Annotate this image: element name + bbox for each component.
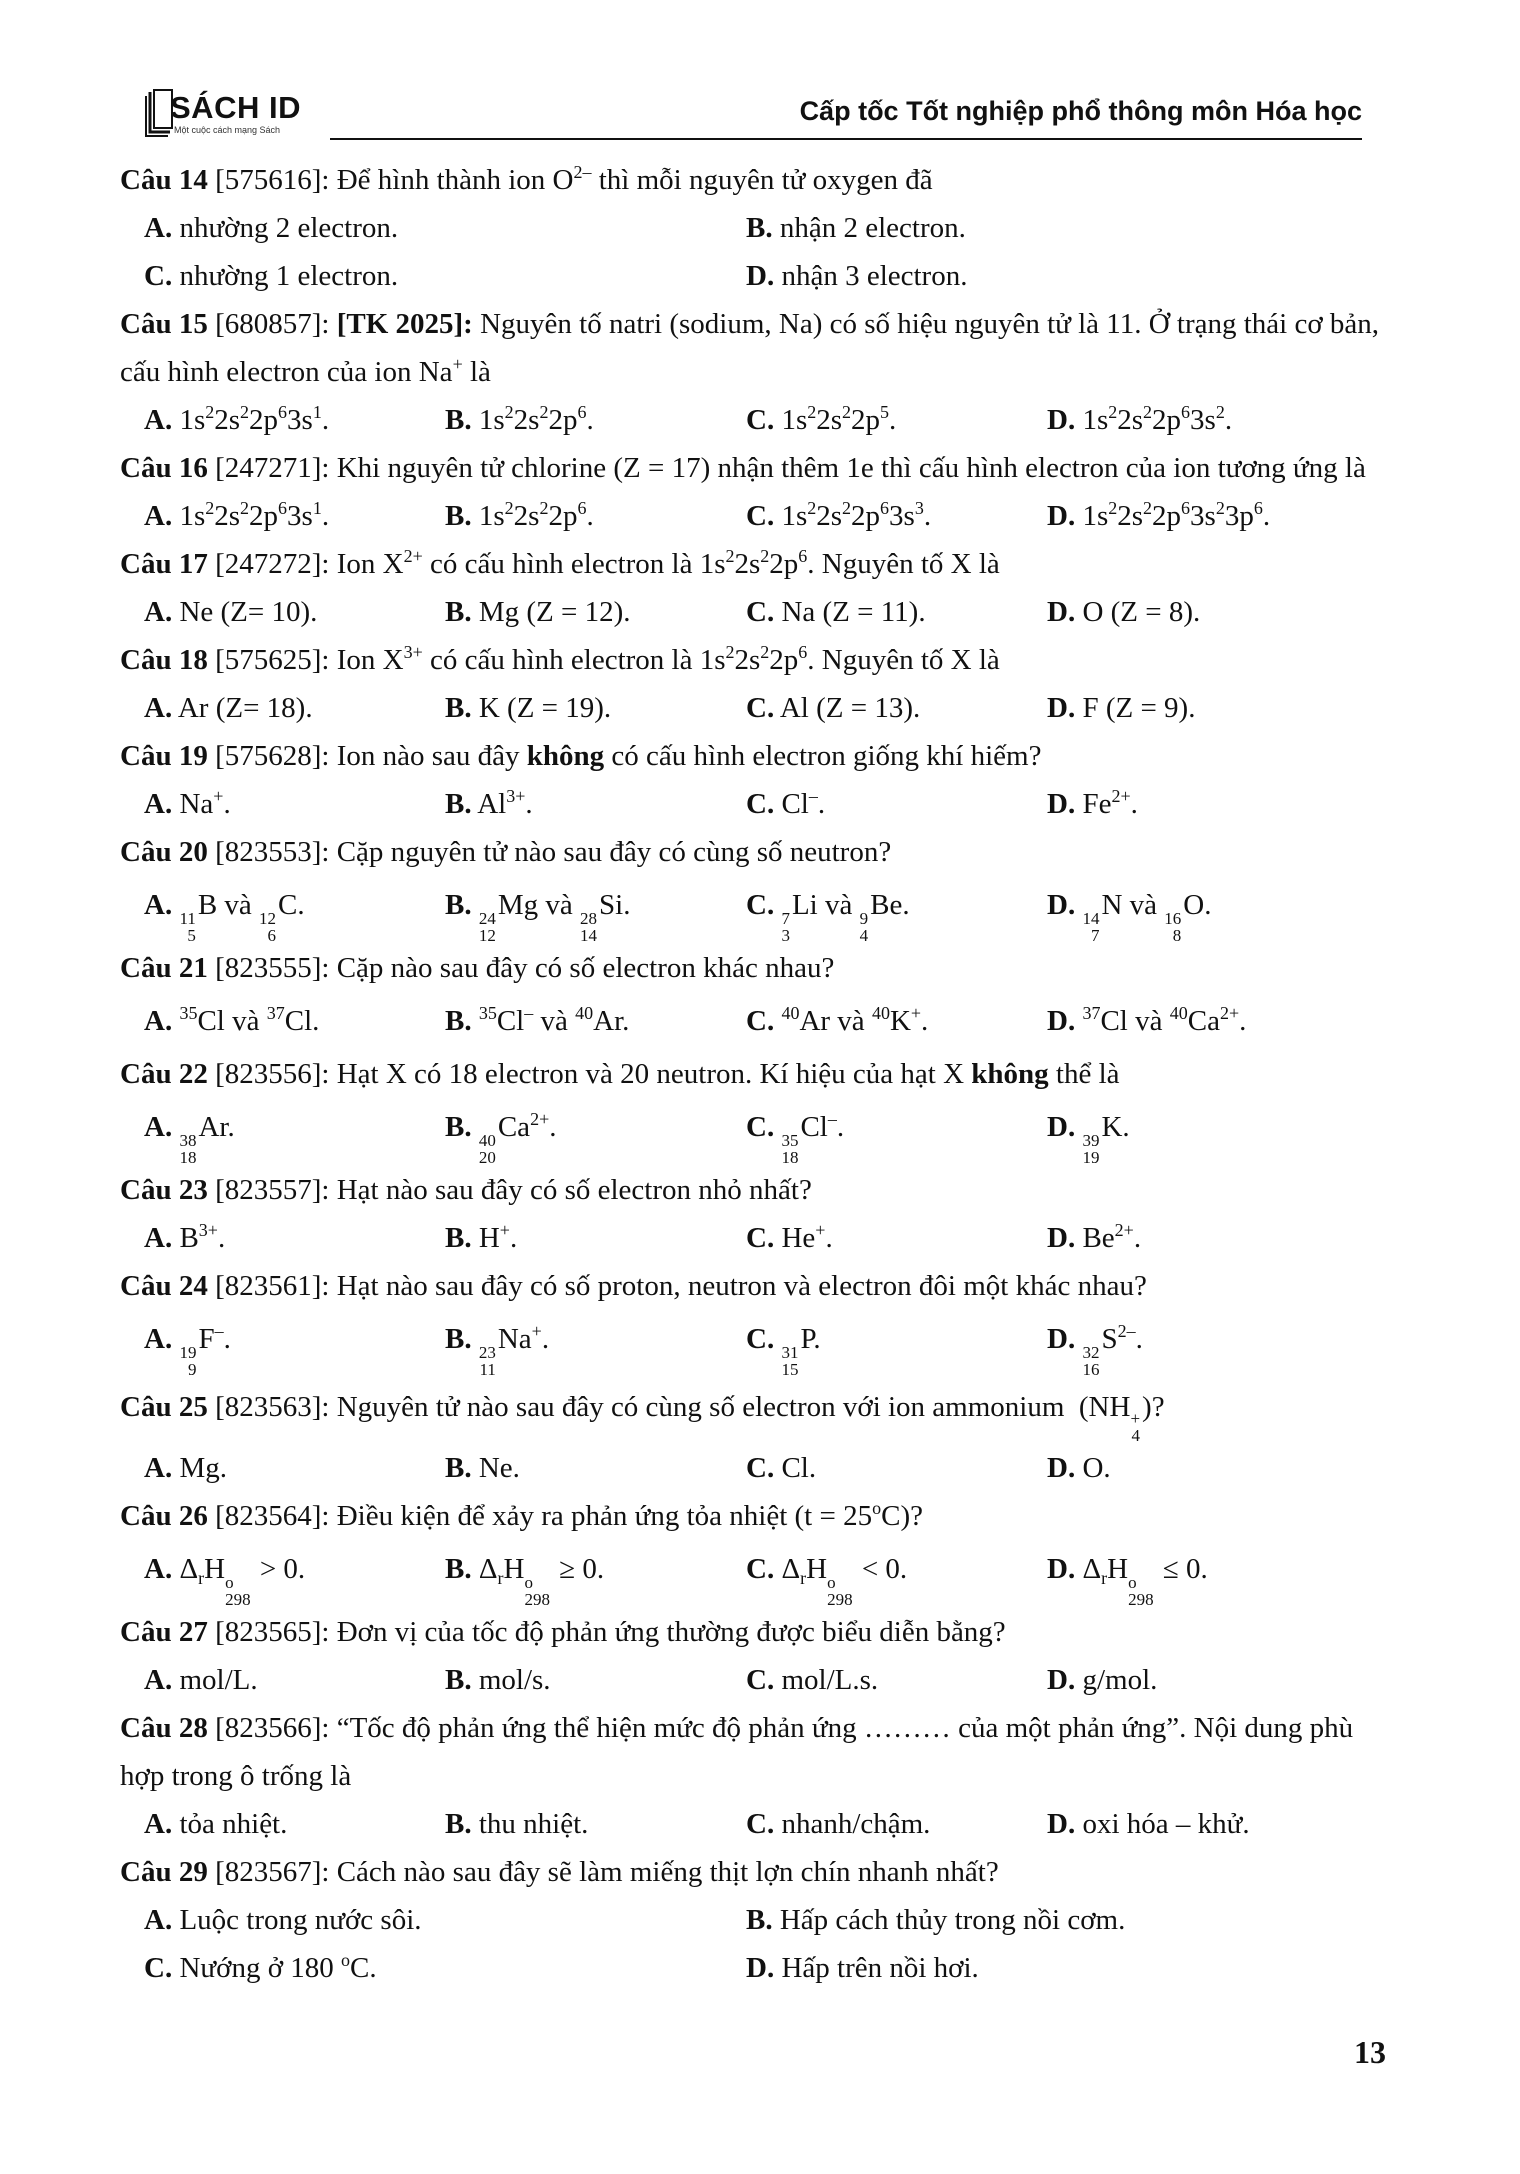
question-label: Câu 23 <box>120 1174 208 1206</box>
question-label: Câu 25 <box>120 1391 208 1423</box>
page-number: 13 <box>1354 2034 1386 2070</box>
question-stem: Câu 21 [823555]: Cặp nào sau đây có số electron khác nhau? <box>120 952 835 984</box>
option-row <box>120 780 1382 828</box>
option-c[interactable]: C. 7 3 Li và 9 4 Be. <box>746 889 910 945</box>
option-row <box>120 492 1382 540</box>
option-a[interactable]: A. $\Delta_rH$ o 298 > 0. <box>144 1553 306 1609</box>
option-b[interactable]: B. $1s^22s^22p^6$. <box>445 402 594 436</box>
question-stem: Câu 27 [823565]: Đơn vị của tốc độ phản ứng thường được biểu diễn bằng? <box>120 1616 1006 1648</box>
option-d[interactable]: D. $Be^{2+}$. <box>1047 1220 1142 1254</box>
option-row <box>120 1896 1382 1944</box>
option-c[interactable]: C. $^{40}$Ar và $^{40}$K+. <box>746 1003 929 1037</box>
option-c[interactable]: C. 35 18 Cl–. <box>746 1109 845 1167</box>
option-row <box>120 1444 1382 1492</box>
option-b[interactable]: B. $Al^{3+}$. <box>445 786 533 820</box>
question-label: Câu 17 <box>120 548 208 580</box>
option-row <box>120 992 1382 1050</box>
option-d[interactable]: D. F (Z = 9). <box>1047 692 1196 724</box>
header-divider <box>330 138 1362 140</box>
option-c[interactable]: C. nhanh/chậm. <box>746 1808 931 1840</box>
option-row <box>120 876 1382 944</box>
option-c[interactable]: C. Cl. <box>746 1452 817 1484</box>
option-c[interactable]: C. Cl–. <box>746 786 826 820</box>
question-stem: Câu 26 [823564]: Điều kiện để xảy ra phản ứng tỏa nhiệt $(t = 25^oC)$? <box>120 1498 923 1532</box>
option-b[interactable]: B. 40 20 $Ca^{2+}$. <box>445 1109 557 1167</box>
option-row <box>120 252 1382 300</box>
option-row <box>120 1214 1382 1262</box>
option-row <box>120 1800 1382 1848</box>
option-d[interactable]: D. $1s^22s^22p^63s^2$. <box>1047 402 1233 436</box>
question-stem: Câu 23 [823557]: Hạt nào sau đây có số electron nhỏ nhất? <box>120 1174 812 1206</box>
option-b[interactable]: B. 24 12 Mg và 28 14 Si. <box>445 889 631 945</box>
option-a[interactable]: A. 19 9 F–. <box>144 1321 231 1379</box>
page-header <box>140 88 1362 140</box>
option-a[interactable]: A. $^{35}$Cl và $^{37}$Cl. <box>144 1003 320 1037</box>
question-label: Câu 16 <box>120 452 208 484</box>
option-b[interactable]: B. $\Delta_rH$ o 298 ≥ 0. <box>445 1553 605 1609</box>
option-d[interactable]: D. 32 16 $S^{2-}$. <box>1047 1321 1143 1379</box>
question-label: Câu 22 <box>120 1058 208 1090</box>
question-label: Câu 20 <box>120 836 208 868</box>
question-label: Câu 18 <box>120 644 208 676</box>
option-a[interactable]: A. 38 18 Ar. <box>144 1111 235 1167</box>
option-b[interactable]: B. Hấp cách thủy trong nồi cơm. <box>746 1904 1126 1936</box>
option-b[interactable]: B. Ne. <box>445 1452 520 1484</box>
question-stem: Câu 24 [823561]: Hạt nào sau đây có số proton, neutron và electron đôi một khác nhau? <box>120 1270 1147 1302</box>
question-label: Câu 19 <box>120 740 208 772</box>
question-label: Câu 14 <box>120 164 208 196</box>
option-row <box>120 396 1382 444</box>
option-a[interactable]: A. tỏa nhiệt. <box>144 1808 288 1840</box>
question-stem: Câu 15 [680857]: [TK 2025]: Nguyên tố natri (sodium, Na) có số hiệu nguyên tử là 11. Ở trạng thái cơ bản, cấu hình electron của ion Na+ là <box>120 308 1380 388</box>
option-c[interactable]: C. He+. <box>746 1220 833 1254</box>
option-b[interactable]: B. K (Z = 19). <box>445 692 612 724</box>
option-a[interactable]: A. $1s^22s^22p^63s^1$. <box>144 402 330 436</box>
option-c[interactable]: C. Al (Z = 13). <box>746 692 921 724</box>
option-b[interactable]: B. $^{35}$Cl– và $^{40}$Ar. <box>445 1003 630 1037</box>
emphasis-word: không <box>971 1058 1049 1090</box>
option-b[interactable]: B. Mg (Z = 12). <box>445 596 631 628</box>
logo-text: SÁCH ID <box>170 90 301 125</box>
option-c[interactable]: C. $1s^22s^22p^63s^3$. <box>746 498 932 532</box>
question-label: Câu 26 <box>120 1500 208 1532</box>
option-a[interactable]: A. Mg. <box>144 1452 227 1484</box>
option-a[interactable]: A. Na+. <box>144 786 231 820</box>
question-label: Câu 29 <box>120 1856 208 1888</box>
question-label: Câu 27 <box>120 1616 208 1648</box>
question-label: Câu 21 <box>120 952 208 984</box>
option-row <box>120 1098 1382 1166</box>
option-d[interactable]: D. $1s^22s^22p^63s^23p^6$. <box>1047 498 1271 532</box>
sach-id-logo <box>140 88 340 140</box>
option-row <box>120 1540 1382 1608</box>
question-label: Câu 15 <box>120 308 208 340</box>
option-d[interactable]: D. Hấp trên nồi hơi. <box>746 1952 979 1984</box>
header-title: Cấp tốc Tốt nghiệp phổ thông môn Hóa học <box>799 96 1362 126</box>
option-d[interactable]: D. $^{37}$Cl và $^{40}Ca^{2+}$. <box>1047 1003 1247 1037</box>
option-a[interactable]: A. $1s^22s^22p^63s^1$. <box>144 498 330 532</box>
question-stem: Câu 18 [575625]: Ion $X^{3+}$ có cấu hình electron là $1s^22s^22p^6$. Nguyên tố X là <box>120 642 1000 676</box>
option-b[interactable]: B. mol/s. <box>445 1664 551 1696</box>
option-row <box>120 588 1382 636</box>
option-d[interactable]: D. O (Z = 8). <box>1047 596 1201 628</box>
option-d[interactable]: D. 39 19 K. <box>1047 1111 1130 1167</box>
question-stem: Câu 25 [823563]: Nguyên tử nào sau đây có cùng số electron với ion ammonium (NH + 4 )? <box>120 1391 1165 1445</box>
question-stem: Câu 17 [247272]: Ion $X^{2+}$ có cấu hình electron là $1s^22s^22p^6$. Nguyên tố X là <box>120 546 1000 580</box>
option-b[interactable]: B. H+. <box>445 1220 518 1254</box>
option-c[interactable]: C. $\Delta_rH$ o 298 < 0. <box>746 1553 908 1609</box>
option-d[interactable]: D. g/mol. <box>1047 1664 1158 1696</box>
logo-tagline: Một cuộc cách mạng Sách <box>174 125 281 135</box>
option-c[interactable]: C. nhường 1 electron. <box>144 260 399 292</box>
option-a[interactable]: A. nhường 2 electron. <box>144 212 399 244</box>
question-stem: Câu 28 [823566]: “Tốc độ phản ứng thể hiện mức độ phản ứng ……… của một phản ứng”. Nội dung phù hợp trong ô trống là <box>120 1712 1354 1792</box>
option-a[interactable]: A. mol/L. <box>144 1664 258 1696</box>
question-stem: Câu 20 [823553]: Cặp nguyên tử nào sau đây có cùng số neutron? <box>120 836 892 868</box>
option-c[interactable]: C. Na (Z = 11). <box>746 596 926 628</box>
option-c[interactable]: C. $1s^22s^22p^5$. <box>746 402 897 436</box>
option-d[interactable]: D. O. <box>1047 1452 1111 1484</box>
option-a[interactable]: A. Ar (Z= 18). <box>144 692 313 724</box>
option-d[interactable]: D. nhận 3 electron. <box>746 260 968 292</box>
question-label: Câu 28 <box>120 1712 208 1744</box>
option-d[interactable]: D. $Fe^{2+}$. <box>1047 786 1138 820</box>
option-a[interactable]: A. 11 5 B và 12 6 C. <box>144 889 305 945</box>
option-c[interactable]: C. 31 15 P. <box>746 1323 821 1379</box>
option-a[interactable]: A. Luộc trong nước sôi. <box>144 1904 422 1936</box>
option-d[interactable]: D. 14 7 N và 16 8 O. <box>1047 889 1212 945</box>
option-a[interactable]: A. Ne (Z= 10). <box>144 596 318 628</box>
question-stem: Câu 22 [823556]: Hạt X có 18 electron và 20 neutron. Kí hiệu của hạt X không thể là <box>120 1058 1120 1090</box>
option-a[interactable]: A. $B^{3+}$. <box>144 1220 226 1254</box>
option-row <box>120 1310 1382 1378</box>
question-label: Câu 24 <box>120 1270 208 1302</box>
option-row <box>120 1944 1382 1992</box>
option-d[interactable]: D. $\Delta_rH$ o 298 ≤ 0. <box>1047 1553 1208 1609</box>
emphasis-word: không <box>526 740 605 772</box>
option-b[interactable]: B. $1s^22s^22p^6$. <box>445 498 594 532</box>
question-stem: Câu 14 [575616]: Để hình thành ion $O^{2-}$ thì mỗi nguyên tử oxygen đã <box>120 162 933 196</box>
option-c[interactable]: C. Nướng ở 180 $^o$C. <box>144 1950 377 1984</box>
option-b[interactable]: B. thu nhiệt. <box>445 1808 589 1840</box>
option-b[interactable]: B. nhận 2 electron. <box>746 212 966 244</box>
option-row <box>120 684 1382 732</box>
question-list <box>120 156 1382 1992</box>
exam-tag: [TK 2025]: <box>336 308 473 340</box>
option-row <box>120 1656 1382 1704</box>
option-d[interactable]: D. oxi hóa – khử. <box>1047 1808 1250 1840</box>
option-row <box>120 204 1382 252</box>
option-b[interactable]: B. 23 11 Na+. <box>445 1321 550 1379</box>
question-stem: Câu 29 [823567]: Cách nào sau đây sẽ làm miếng thịt lợn chín nhanh nhất? <box>120 1856 999 1888</box>
question-stem: Câu 16 [247271]: Khi nguyên tử chlorine (Z = 17) nhận thêm 1e thì cấu hình electron của ion tương ứng là <box>120 452 1366 484</box>
question-stem: Câu 19 [575628]: Ion nào sau đây không có cấu hình electron giống khí hiếm? <box>120 740 1042 772</box>
option-c[interactable]: C. mol/L.s. <box>746 1664 879 1696</box>
